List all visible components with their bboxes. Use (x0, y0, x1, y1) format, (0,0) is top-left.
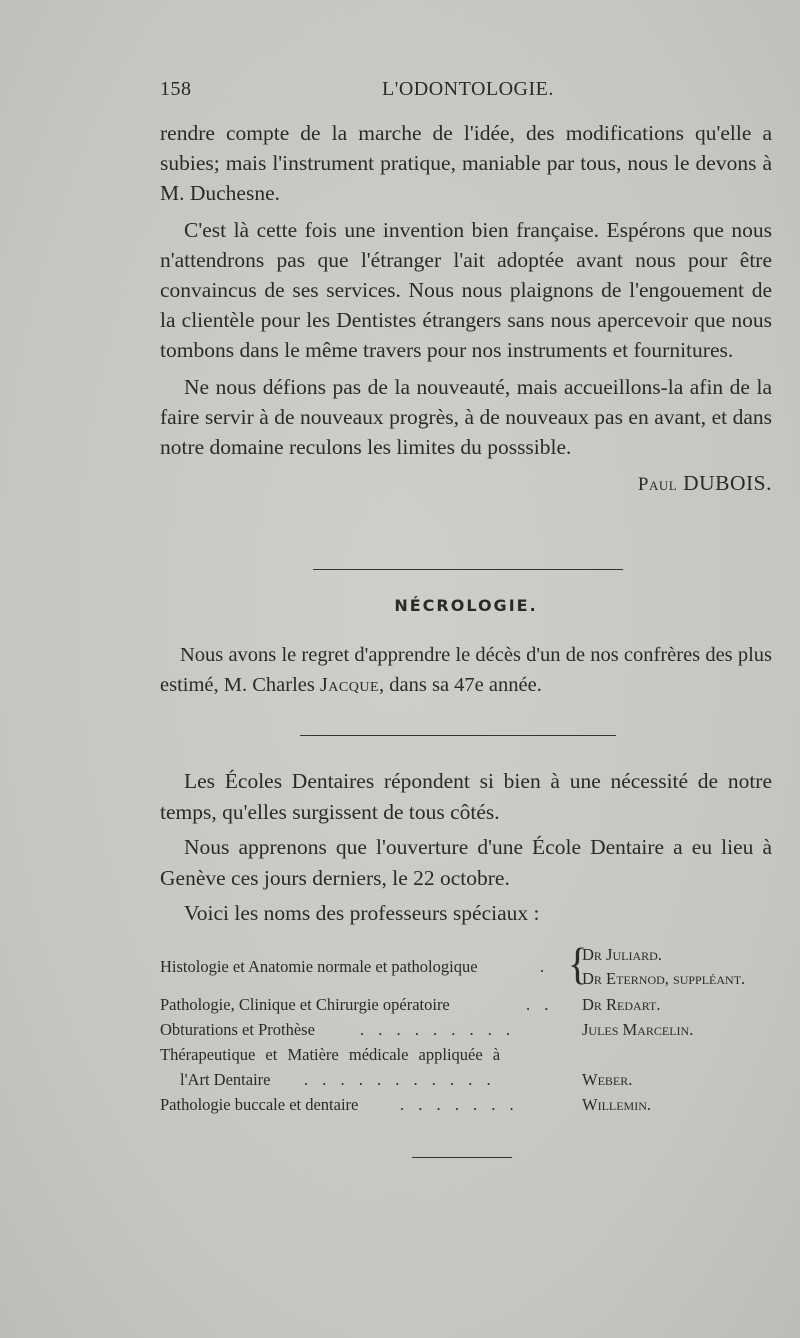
subject: Histologie et Anatomie normale et pathologique (160, 957, 478, 976)
leader-dots: . . . . . . . . . . . (304, 1070, 496, 1089)
necrologie-text (160, 640, 772, 700)
professor-name: Dr Redart. (582, 995, 661, 1014)
professor-name: Jules Marcelin. (582, 1020, 694, 1039)
end-divider (412, 1157, 512, 1158)
ecoles-section (160, 766, 772, 934)
brace-icon: { (568, 938, 588, 989)
leader-dots: . (540, 957, 550, 976)
professor-name: Dr Juliard. (582, 945, 662, 964)
list-item (160, 1092, 772, 1117)
paragraph: Ne nous défions pas de la nouveauté, mais accueillons-la afin de la faire servir à de nouveaux progrès, à de nouveaux pas en avant, et dans notre domaine reculons les limites du posssible. (160, 374, 772, 460)
journal-title: L'ODONTOLOGIE. (382, 78, 554, 100)
paragraph: Nous apprenons que l'ouverture d'une École Dentaire a eu lieu à Genève ces jours derniers, le 22 octobre. (160, 835, 772, 890)
list-item (160, 1042, 772, 1067)
author-first-name: Paul (637, 474, 678, 496)
article-body (160, 118, 772, 500)
paragraph: rendre compte de la marche de l'idée, des modifications qu'elle a subies; mais l'instrument pratique, maniable par tous, nous le devons à M. Duchesne. (160, 121, 772, 206)
author-signature (160, 468, 772, 500)
paragraph: Les Écoles Dentaires répondent si bien à une nécessité de notre temps, qu'elles surgissent de tous côtés. (160, 769, 772, 824)
list-item (160, 1017, 772, 1042)
list-item (160, 992, 772, 1017)
paragraph: Voici les noms des professeurs spéciaux : (184, 901, 540, 925)
list-item (160, 938, 772, 992)
subject: Pathologie, Clinique et Chirurgie opératoire (160, 995, 450, 1014)
paragraph: C'est là cette fois une invention bien française. Espérons que nous n'attendrons pas que l'étranger l'ait adoptée avant nous pour être convaincus de ses services. Nous nous plaignons de l'engouement de la clientèle pour les Dentistes étrangers sans nous apercevoir que nous tombons dans le même travers pour nos instruments et fournitures. (160, 217, 772, 363)
professors-list (160, 938, 772, 1117)
section-divider (300, 735, 616, 736)
professor-name: Weber. (582, 1070, 633, 1089)
subject: Thérapeutique et Matière médicale appliquée à (160, 1045, 501, 1064)
deceased-name: Jacque (320, 674, 380, 696)
subject: Obturations et Prothèse (160, 1020, 315, 1039)
professor-name: Willemin. (582, 1095, 652, 1114)
section-title-necrologie: NÉCROLOGIE. (394, 596, 538, 615)
leader-dots: . . (526, 995, 554, 1014)
subject: Pathologie buccale et dentaire (160, 1095, 359, 1114)
author-last-name: DUBOIS. (683, 471, 772, 496)
leader-dots: . . . . . . . (400, 1095, 519, 1114)
professor-name: Dr Eternod, suppléant. (582, 969, 746, 988)
necrologie-text-part: , dans sa 47e année. (379, 674, 542, 696)
subject: l'Art Dentaire (180, 1070, 271, 1089)
leader-dots: . . . . . . . . . (360, 1020, 516, 1039)
necrologie-text-part: Nous avons le regret d'apprendre le décès d'un de nos confrères des plus estimé, M. Charles (160, 644, 772, 696)
section-divider (313, 569, 623, 570)
list-item (160, 1067, 772, 1092)
page-number: 158 (160, 78, 192, 100)
